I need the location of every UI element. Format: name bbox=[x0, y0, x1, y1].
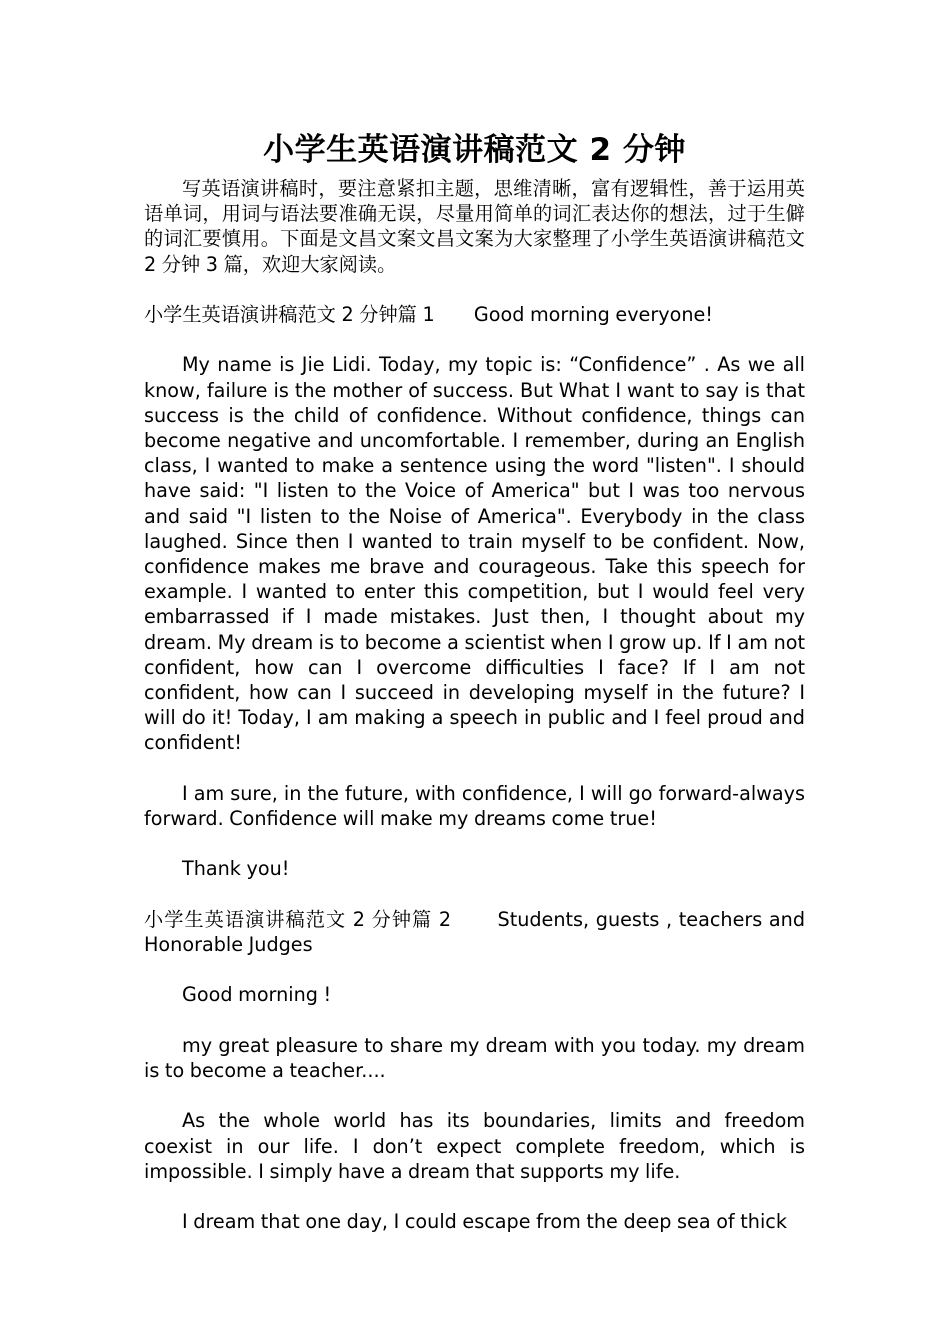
intro-paragraph: 写英语演讲稿时，要注意紧扣主题，思维清晰，富有逻辑性，善于运用英语单词，用词与语法要准确无误，尽量用简单的词汇表达你的想法，过于生僻的词汇要慎用。下面是文昌文案文昌文案为大家整理了小学生英语演讲稿范文 2 分钟 3 篇，欢迎大家阅读。 bbox=[144, 177, 805, 276]
section1-paragraph-2: I am sure, in the future, with confidence, I will go forward-always forward. Confidence will make my dreams come true! bbox=[144, 781, 805, 831]
document-title: 小学生英语演讲稿范文 2 分钟 bbox=[263, 132, 686, 168]
section2-paragraph-3: As the whole world has its boundaries, limits and freedom coexist in our life. I don’t expect complete freedom, which is impossible. I simply have a dream that supports my life. bbox=[144, 1109, 805, 1183]
section1-heading-line bbox=[144, 302, 805, 327]
section2-greeting: Students, guests , teachers and Honorable Judges bbox=[144, 907, 805, 957]
section2-paragraph-4: I dream that one day, I could escape from the deep sea of thick bbox=[182, 1210, 787, 1234]
section2-heading: 小学生英语演讲稿范文 2 分钟篇 2 bbox=[144, 907, 452, 931]
section2-paragraph-2: my great pleasure to share my dream with you today. my dream is to become a teacher.... bbox=[144, 1033, 805, 1082]
section1-greeting: Good morning everyone! bbox=[473, 303, 714, 326]
document-page bbox=[144, 128, 805, 1234]
section1-paragraph-3: Thank you! bbox=[182, 857, 290, 881]
section2-paragraph-1: Good morning ! bbox=[182, 983, 332, 1007]
section1-paragraph-1: My name is Jie Lidi. Today, my topic is: “Confidence” . As we all know, failure is the mother of success. But What I want to say is that success is the child of confidence. Without confidence, things can become negative and uncomfortable. I remember, during an English class, I wanted to make a sentence using the word "listen". I should have said: "I listen to the Voice of America" but I was too nervous and said "I listen to the Noise of America". Everybody in the class laughed. Since then I wanted to train myself to be confident. Now, confidence makes me brave and courageous. Take this speech for example. I wanted to enter this competition, but I would feel very embarrassed if I made mistakes. Just then, I thought about my dream. My dream is to become a scientist when I grow up. If I am not confident, how can I overcome difficulties I face? If I am not confident, how can I succeed in developing myself in the future? I will do it! Today, I am making a speech in public and I feel proud and confident! bbox=[144, 353, 805, 755]
section1-heading: 小学生英语演讲稿范文 2 分钟篇 1 bbox=[144, 303, 435, 326]
section2-heading-line bbox=[144, 907, 805, 957]
